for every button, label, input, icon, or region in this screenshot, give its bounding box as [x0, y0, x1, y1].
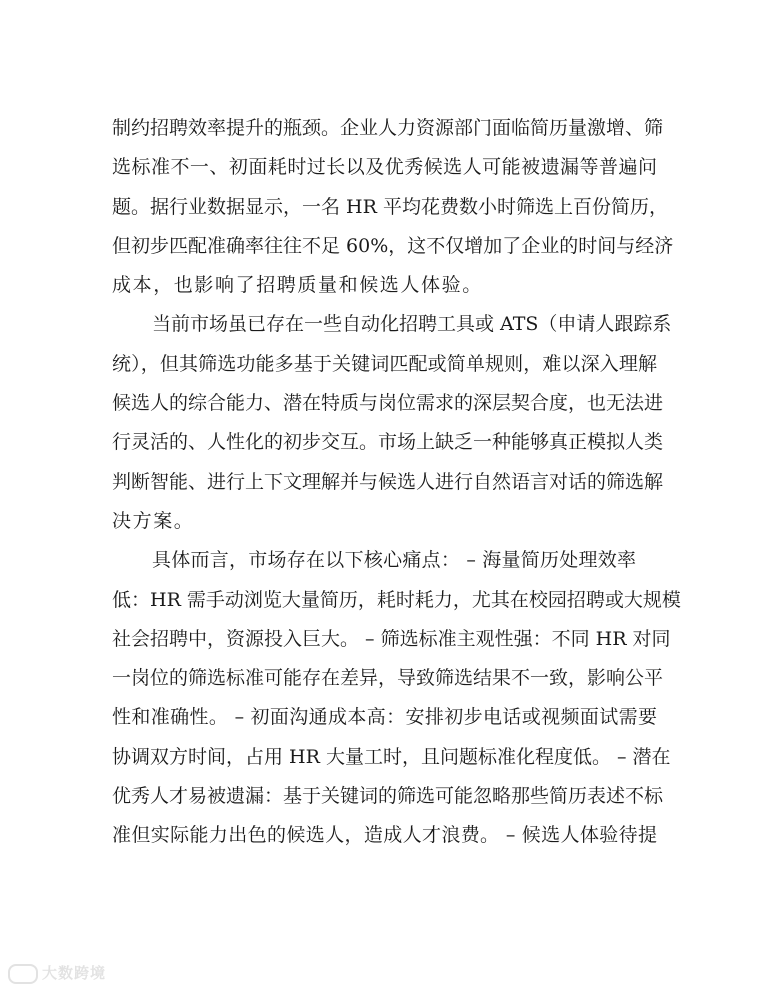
text-line: 协调双方时间，占用 HR 大量工时，且问题标准化程度低。 – 潜在 [112, 745, 671, 768]
paragraph-1 [112, 113, 674, 309]
text-line: 判断智能、进行上下文理解并与候选人进行自然语言对话的筛选解 [112, 470, 664, 493]
text-line: 候选人的综合能力、潜在特质与岗位需求的深层契合度，也无法进 [112, 392, 664, 415]
text-line: 题。据行业数据显示，一名 HR 平均花费数小时筛选上百份简历， [112, 195, 668, 218]
text-line: 社会招聘中，资源投入巨大。 – 筛选标准主观性强：不同 HR 对同 [112, 627, 671, 650]
text-line: 制约招聘效率提升的瓶颈。企业人力资源部门面临简历量激增、筛 [112, 117, 664, 139]
text-line: 选标准不一、初面耗时过长以及优秀候选人可能被遗漏等普遍问 [112, 156, 657, 179]
watermark-logo-icon [8, 964, 38, 984]
paragraph-2 [112, 309, 672, 545]
document-body [112, 113, 681, 860]
text-line: 当前市场虽已存在一些自动化招聘工具或 ATS（申请人跟踪系 [152, 313, 672, 336]
text-line: 决方案。 [112, 509, 195, 532]
watermark-text: 大数跨境 [42, 964, 107, 982]
text-line: 准但实际能力出色的候选人，造成人才浪费。 – 候选人体验待提 [112, 824, 657, 847]
text-line: 统），但其筛选功能多基于关键词匹配或简单规则，难以深入理解 [112, 352, 657, 375]
text-line: 行灵活的、人性化的初步交互。市场上缺乏一种能够真正模拟人类 [112, 431, 664, 454]
text-line: 性和准确性。 – 初面沟通成本高：安排初步电话或视频面试需要 [112, 706, 657, 729]
paragraph-3 [112, 545, 681, 859]
watermark [8, 962, 106, 984]
text-line: 优秀人才易被遗漏：基于关键词的筛选可能忽略那些简历表述不标 [112, 785, 664, 808]
text-line: 但初步匹配准确率往往不足 60%，这不仅增加了企业的时间与经济 [112, 234, 674, 257]
text-line: 具体而言，市场存在以下核心痛点： – 海量简历处理效率 [152, 549, 636, 572]
text-line: 低：HR 需手动浏览大量简历，耗时耗力，尤其在校园招聘或大规模 [112, 588, 681, 611]
text-line: 成本，也影响了招聘质量和候选人体验。 [112, 274, 483, 297]
text-line: 一岗位的筛选标准可能存在差异，导致筛选结果不一致，影响公平 [112, 667, 664, 690]
